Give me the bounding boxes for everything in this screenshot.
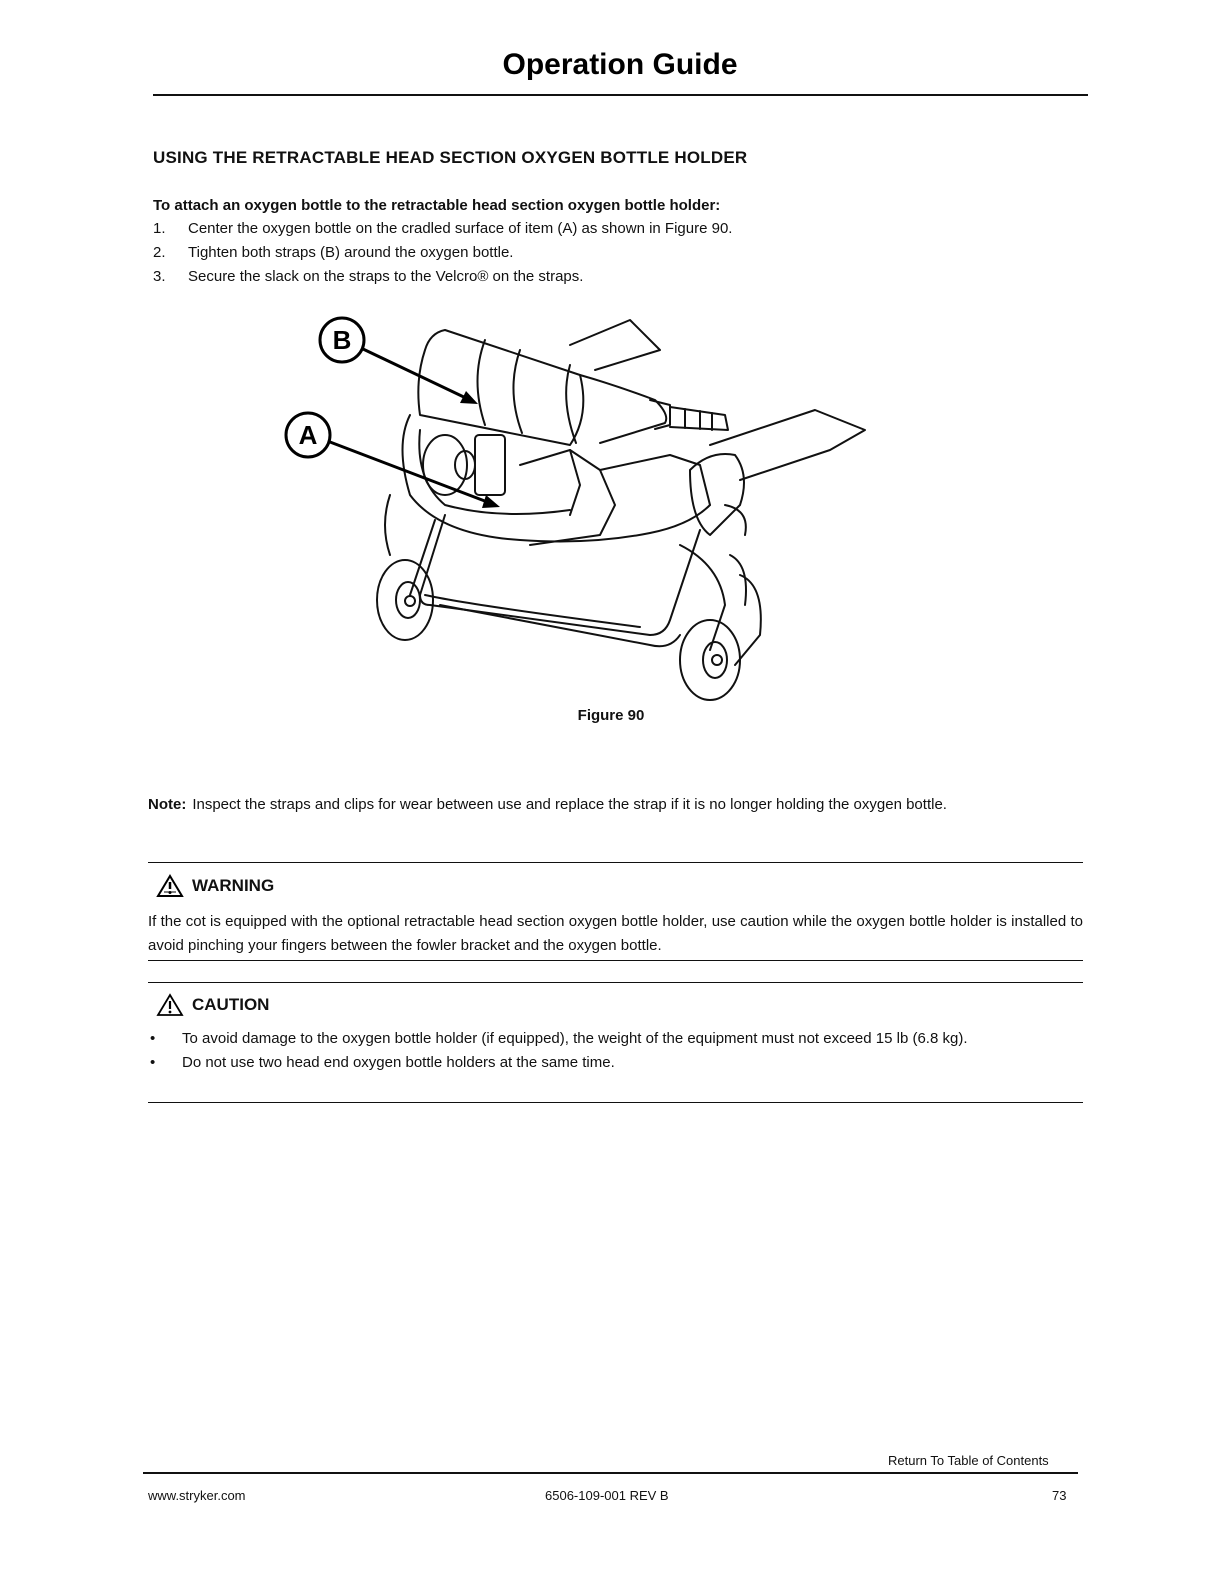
caution-bottom-rule: [148, 1102, 1083, 1103]
step-number: 3.: [153, 268, 166, 285]
warning-triangle-icon: [156, 874, 184, 898]
note: [148, 792, 1083, 818]
step-text: Tighten both straps (B) around the oxygen bottle.: [188, 244, 514, 261]
oxygen-bottle-holder-diagram: [270, 305, 870, 705]
caution-item-text: To avoid damage to the oxygen bottle holder (if equipped), the weight of the equipment must not exceed 15 lb (6.8 kg).: [182, 1030, 968, 1047]
figure-caption: Figure 90: [577, 707, 645, 724]
bullet: •: [150, 1030, 156, 1047]
caution-label: CAUTION: [192, 995, 270, 1014]
caution-item: [148, 1027, 1083, 1051]
step-text: Secure the slack on the straps to the Velcro® on the straps.: [188, 268, 584, 285]
warning-text: If the cot is equipped with the optional retractable head section oxygen bottle holder, use caution while the oxygen bottle holder is installed to avoid pinching your fingers between the fowler bracket and the oxygen bottle.: [148, 913, 1083, 954]
page-title: Operation Guide: [502, 48, 738, 81]
step-1: [153, 220, 1083, 244]
section-heading: USING THE RETRACTABLE HEAD SECTION OXYGEN BOTTLE HOLDER: [153, 148, 748, 167]
step-text: Center the oxygen bottle on the cradled surface of item (A) as shown in Figure 90.: [188, 220, 733, 237]
svg-text:B: B: [332, 325, 352, 355]
step-2: [153, 244, 1083, 268]
footer-page-number: 73: [1052, 1488, 1067, 1503]
footer-rule: [143, 1472, 1078, 1474]
figure-illustration: [270, 305, 870, 710]
step-number: 2.: [153, 244, 166, 261]
warning-bottom-rule: [148, 960, 1083, 961]
caution-top-rule: [148, 982, 1083, 983]
step-3: [153, 268, 1083, 292]
procedure-intro: To attach an oxygen bottle to the retractable head section oxygen bottle holder:: [153, 197, 721, 214]
footer-website: www.stryker.com: [148, 1488, 246, 1503]
caution-triangle-icon: [156, 993, 184, 1017]
caution-list: [148, 1027, 1083, 1075]
header-rule: [153, 94, 1088, 96]
caution-item-text: Do not use two head end oxygen bottle holders at the same time.: [182, 1054, 615, 1071]
warning-top-rule: [148, 862, 1083, 863]
svg-text:A: A: [298, 420, 318, 450]
note-label: Note:: [148, 796, 187, 813]
warning-title: [156, 874, 274, 898]
note-text: Inspect the straps and clips for wear between use and replace the strap if it is no longer holding the oxygen bottle.: [192, 796, 947, 813]
return-to-toc-link[interactable]: Return To Table of Contents: [888, 1453, 1049, 1468]
footer-doc-number: 6506-109-001 REV B: [545, 1488, 669, 1503]
caution-item: [148, 1051, 1083, 1075]
warning-label: WARNING: [192, 876, 275, 895]
caution-title: [156, 993, 269, 1017]
callout-a: [286, 413, 500, 508]
step-number: 1.: [153, 220, 166, 237]
procedure-steps: [153, 220, 1083, 292]
bullet: •: [150, 1054, 156, 1071]
